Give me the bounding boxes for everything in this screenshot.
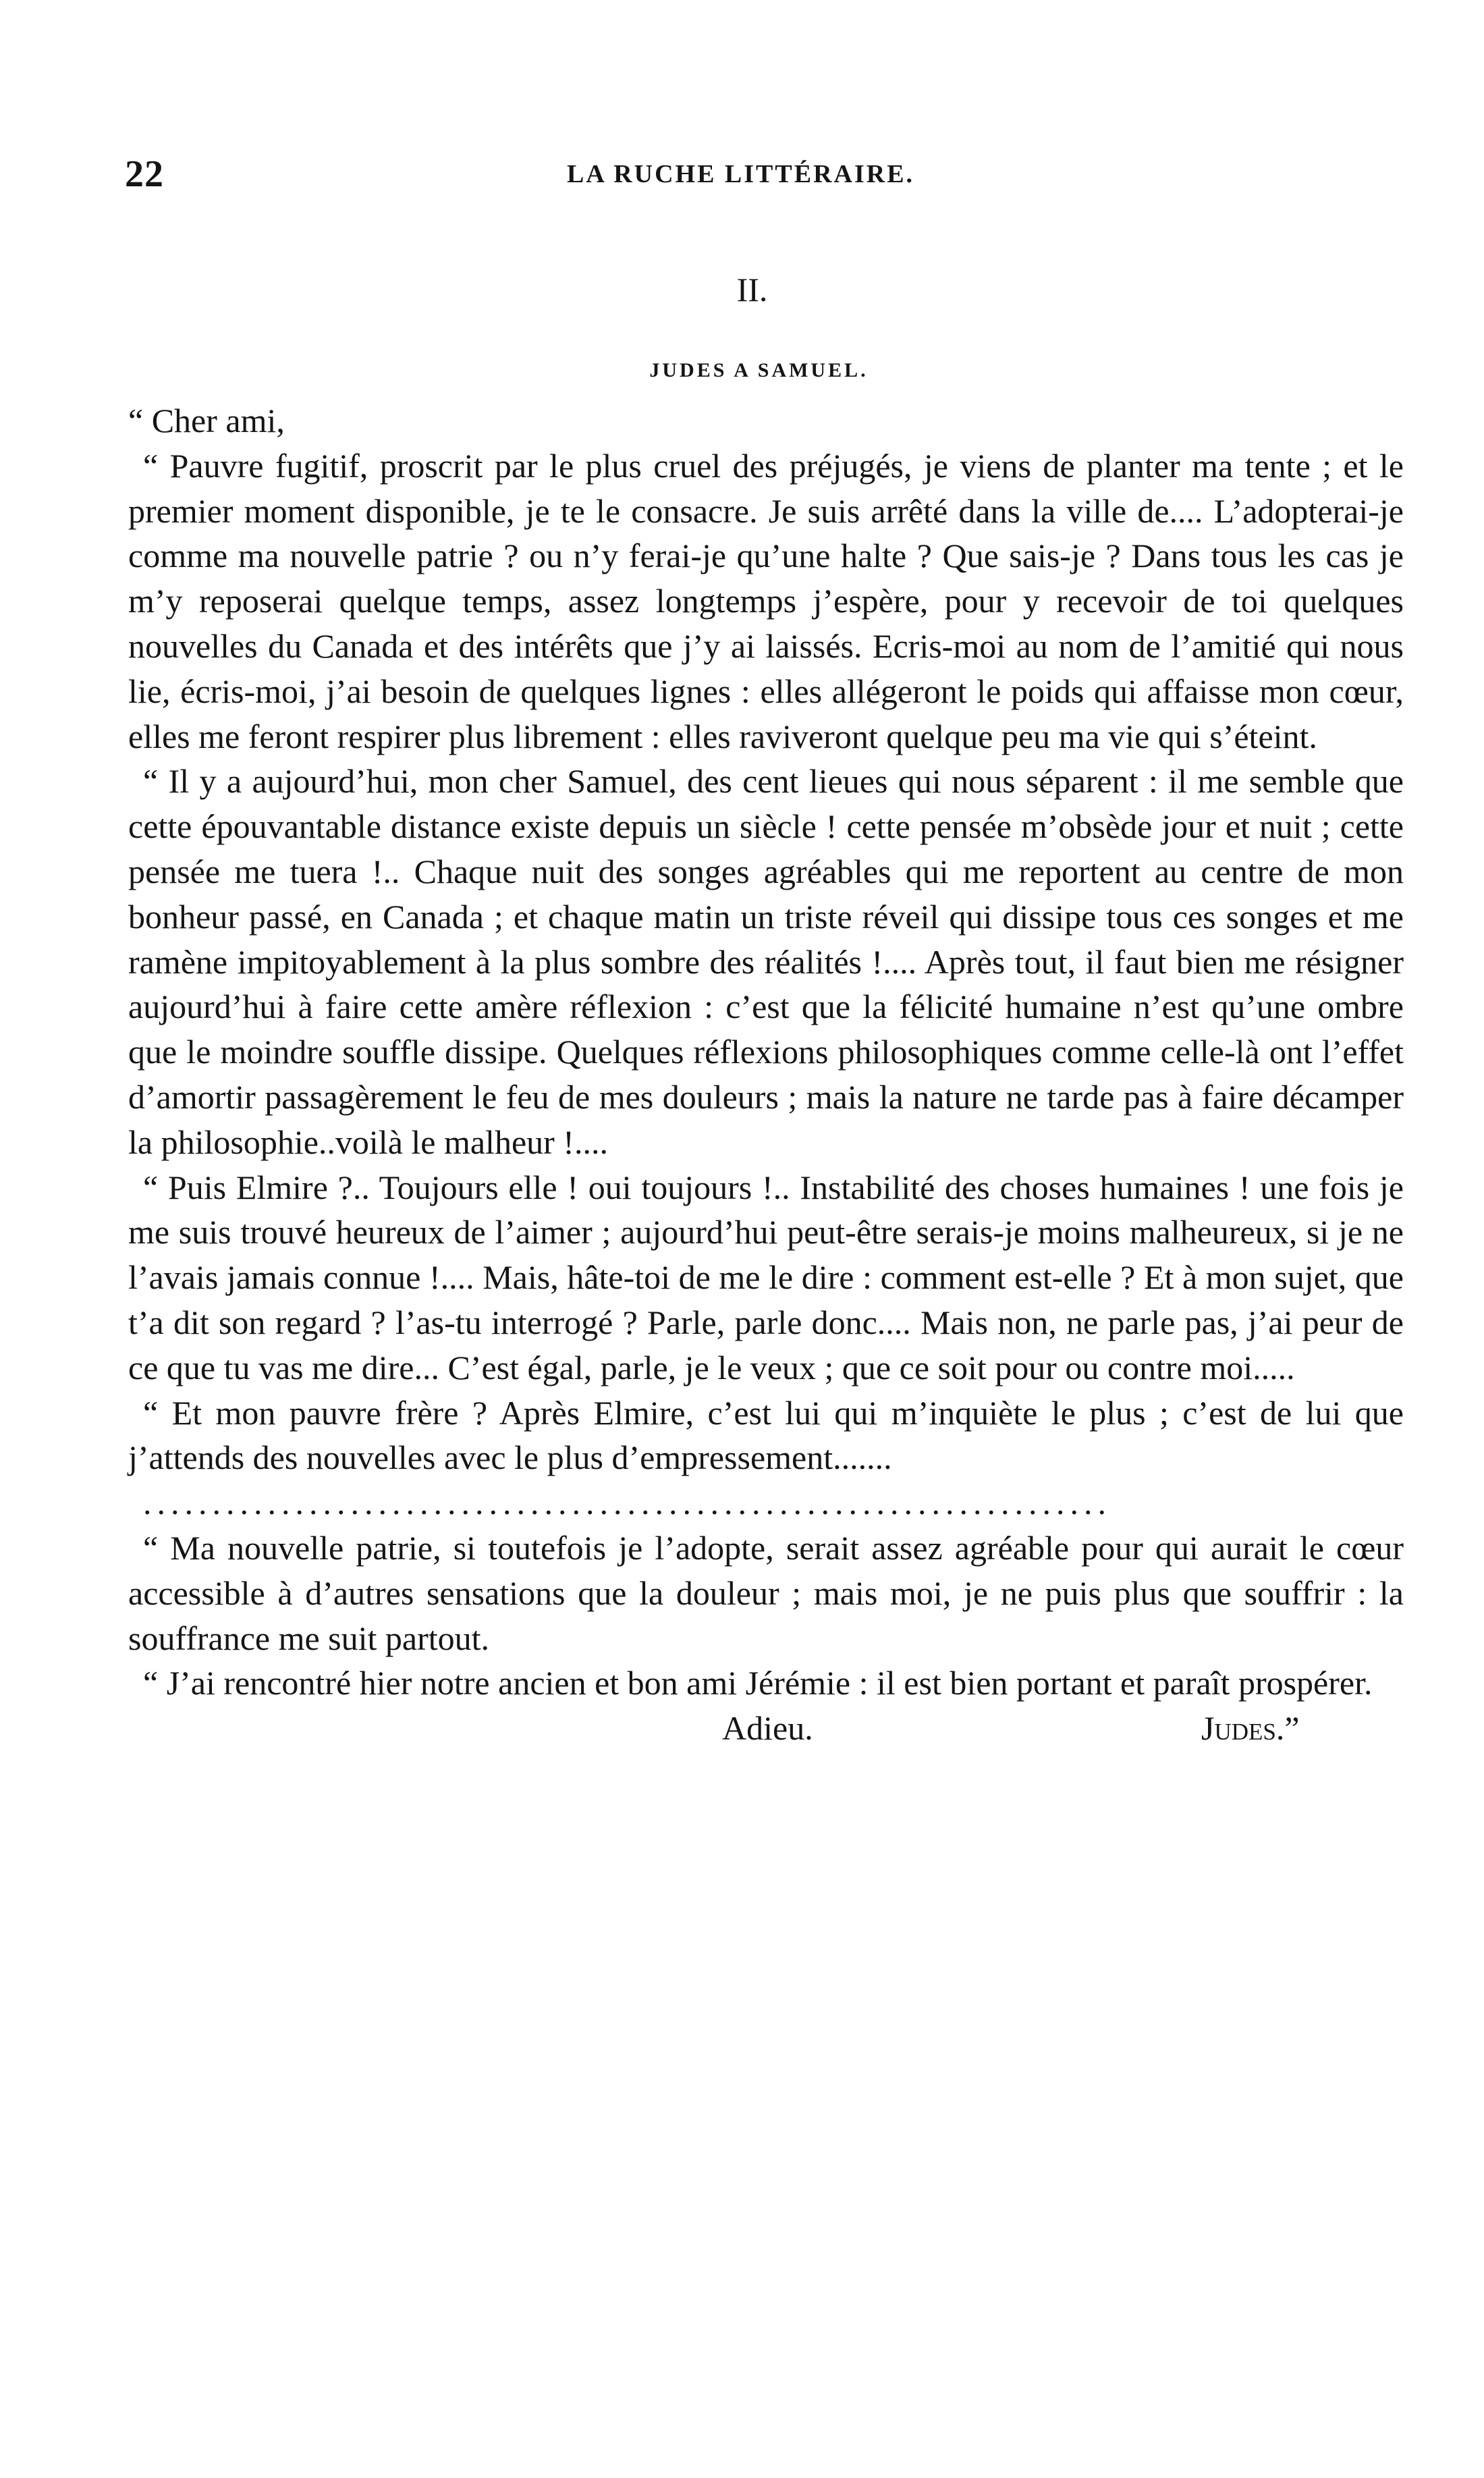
page-header	[125, 153, 1397, 200]
letter-body	[128, 398, 1404, 1760]
section-numeral: II.	[736, 271, 768, 308]
paragraph-6: “ J’ai rencontré hier notre ancien et bon ami Jérémie : il est bien portant et paraît prospérer.	[143, 1664, 1373, 1702]
page-number: 22	[125, 153, 164, 195]
paragraph-4: “ Et mon pauvre frère ? Après Elmire, c’est lui qui m’inquiète le plus ; c’est de lui que j’attends des nouvelles avec le plus d’empressement.......	[128, 1393, 1404, 1477]
paragraph-3: “ Puis Elmire ?.. Toujours elle ! oui toujours !.. Instabilité des choses humaines ! une fois je me suis trouvé heureux de l’aimer ; aujourd’hui peut-être serais-je moins malheureux, si je ne l’avais jamais connue !.... Mais, hâte-toi de me le dire : comment est-elle ? Et à mon sujet, que t’a dit son regard ? l’as-tu interrogé ? Parle, parle donc.... Mais non, ne parle pas, j’ai peur de ce que tu vas me dire... C’est égal, parle, je le veux ; que ce soit pour ou contre moi.....	[128, 1168, 1404, 1386]
ellipsis-line: ......................................................................	[143, 1484, 1111, 1522]
paragraph-1: “ Pauvre fugitif, proscrit par le plus cruel des préjugés, je viens de planter ma tente ; et le premier moment disponible, je te le consacre. Je suis arrêté dans la ville de.... L’adopterai-je comme ma nouvelle patrie ? ou n’y ferai-je qu’une halte ? Que sais-je ? Dans tous les cas je m’y reposerai quelque temps, assez longtemps j’espère, pour y recevoir de toi quelques nouvelles du Canada et des intérêts que j’y ai laissés. Ecris-moi au nom de l’amitié qui nous lie, écris-moi, j’ai besoin de quelques lignes : elles allégeront le poids qui affaisse mon cœur, elles me feront respirer plus librement : elles raviveront quelque peu ma vie qui s’éteint.	[128, 446, 1404, 755]
salutation: “ Cher ami,	[128, 402, 285, 439]
signature: Judes.”	[1201, 1709, 1300, 1748]
signoff	[128, 1706, 1404, 1760]
paragraph-2: “ Il y a aujourd’hui, mon cher Samuel, des cent lieues qui nous séparent : il me semble que cette épouvantable distance existe depuis un siècle ! cette pensée m’obsède jour et nuit ; cette pensée me tuera !.. Chaque nuit des songes agréables qui me reportent au centre de mon bonheur passé, en Canada ; et chaque matin un triste réveil qui dissipe tous ces songes et me ramène impitoyablement à la plus sombre des réalités !.... Après tout, il faut bien me résigner aujourd’hui à faire cette amère réflexion : c’est que la félicité humaine n’est qu’une ombre que le moindre souffle dissipe. Quelques réflexions philosophiques comme celle-là ont l’effet d’amortir passagèrement le feu de mes douleurs ; mais la nature ne tarde pas à faire décamper la philosophie..voilà le malheur !....	[128, 762, 1404, 1161]
letter-heading: JUDES A SAMUEL.	[649, 359, 869, 381]
running-head: LA RUCHE LITTÉRAIRE.	[567, 160, 915, 188]
paragraph-5: “ Ma nouvelle patrie, si toutefois je l’adopte, serait assez agréable pour qui aurait le cœur accessible à d’autres sensations que la douleur ; mais moi, je ne puis plus que souffrir : la souffrance me suit partout.	[128, 1528, 1404, 1657]
closing: Adieu.	[722, 1709, 813, 1748]
